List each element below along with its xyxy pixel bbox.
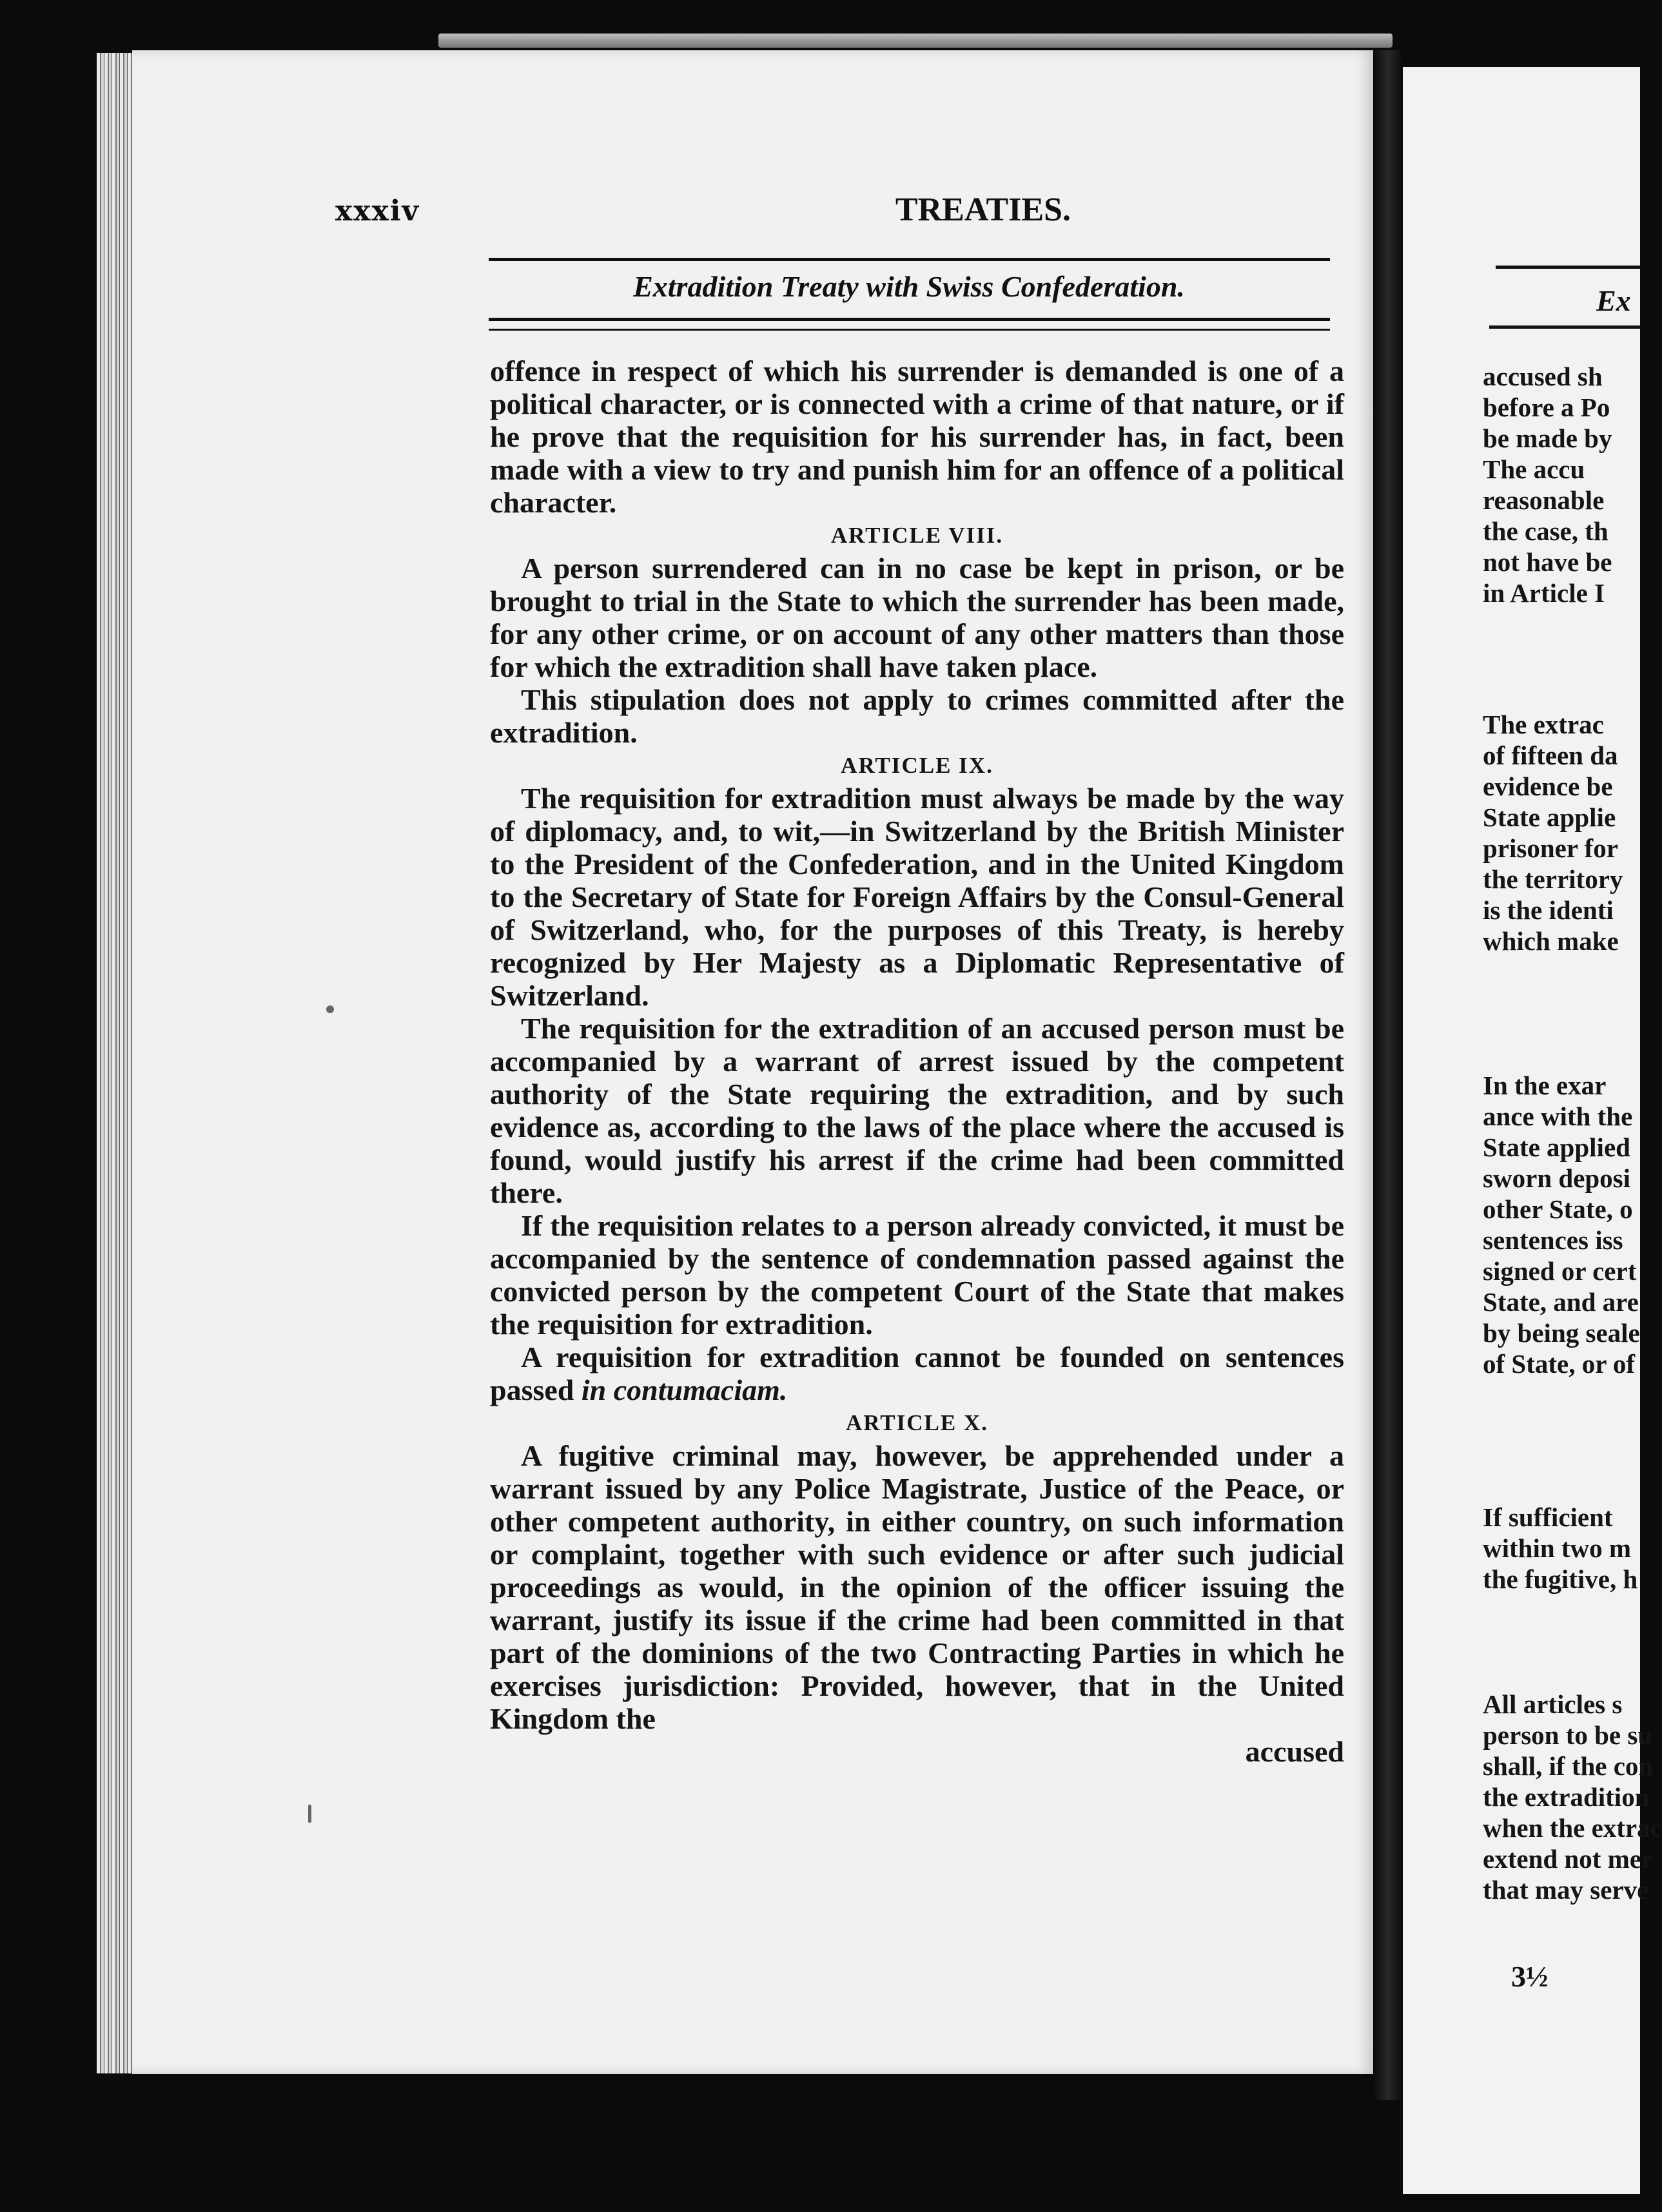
right-page-line: shall, if the con xyxy=(1483,1751,1654,1781)
article-ix-paragraph-4 xyxy=(490,1341,1344,1406)
page-stack-edge xyxy=(97,53,135,2073)
right-page-line: other State, o xyxy=(1483,1194,1633,1224)
right-page-line: be made by xyxy=(1483,423,1612,453)
right-page-line: If sufficient xyxy=(1483,1502,1613,1532)
top-page-edge xyxy=(438,34,1393,48)
right-page-line: sworn deposi xyxy=(1483,1163,1630,1193)
main-text-column xyxy=(490,354,1344,1768)
right-page-line: the fugitive, h xyxy=(1483,1564,1638,1594)
right-page-line: The extrac xyxy=(1483,710,1604,739)
right-page-line: that may serve xyxy=(1483,1875,1649,1905)
right-page-line: the territory xyxy=(1483,864,1623,894)
right-page-line: All articles s xyxy=(1483,1689,1623,1719)
right-header-rule-bottom xyxy=(1489,325,1640,329)
page-number: xxxiv xyxy=(335,195,420,228)
right-page-line: which make xyxy=(1483,926,1619,956)
ink-mark xyxy=(308,1805,311,1823)
article-ix-paragraph-2: The requisition for the extradition of an accused person must be accompanied by a warrant of arrest issued by the competent authority of the State requiring the extradition, and by such evidence as, according to the laws of the place where the accused is found, would justify his arrest if the crime had been committed there. xyxy=(490,1012,1344,1209)
right-page-line: before a Po xyxy=(1483,393,1610,422)
article-viii-paragraph-2: This stipulation does not apply to crimes committed after the extradition. xyxy=(490,683,1344,749)
right-page-line: by being seale xyxy=(1483,1318,1640,1348)
ink-speck xyxy=(326,1005,334,1013)
right-page-line: signed or cert xyxy=(1483,1256,1637,1286)
article-x-heading: ARTICLE X. xyxy=(845,1410,989,1435)
right-text-group-1 xyxy=(1483,361,1612,608)
right-page-line: ance with the xyxy=(1483,1101,1633,1131)
right-page-line: sentences iss xyxy=(1483,1225,1623,1255)
book-gutter xyxy=(1373,50,1403,2100)
article-ix-heading: ARTICLE IX. xyxy=(841,753,993,778)
right-page-line: of fifteen da xyxy=(1483,741,1618,770)
right-header-rule-top xyxy=(1496,266,1640,269)
right-page-line: the case, th xyxy=(1483,516,1608,546)
right-text-group-2 xyxy=(1483,709,1623,956)
article-ix-paragraph-3: If the requisition relates to a person already convicted, it must be accompanied by the sentence of condemnation passed against the convicted person by the competent Court of the State that makes the requisition for extradition. xyxy=(490,1209,1344,1341)
signature-mark: 3½ xyxy=(1511,1960,1549,1993)
right-page-line: within two m xyxy=(1483,1533,1632,1563)
right-page-subtitle-fragment: Ex xyxy=(1596,284,1631,317)
right-text-group-5 xyxy=(1483,1689,1662,1905)
right-page-line: of State, or of xyxy=(1483,1349,1636,1379)
right-page-line: person to be su xyxy=(1483,1720,1653,1750)
right-page-line: The accu xyxy=(1483,454,1585,484)
right-page-line: extend not mer xyxy=(1483,1844,1654,1874)
page-subtitle: Extradition Treaty with Swiss Confederation. xyxy=(633,270,1185,303)
right-page-line: is the identi xyxy=(1483,895,1614,925)
right-page-line: In the exar xyxy=(1483,1071,1607,1100)
right-page-line: State applie xyxy=(1483,802,1616,832)
right-page-line: in Article I xyxy=(1483,578,1605,608)
header-rule-middle xyxy=(489,318,1330,321)
right-page-line: accused sh xyxy=(1483,362,1603,391)
right-page-line: evidence be xyxy=(1483,771,1613,801)
article-ix-paragraph-4-text: A requisition for extradition cannot be founded on sentences passed xyxy=(490,1341,1344,1406)
continued-paragraph: offence in respect of which his surrender is demanded is one of a political character, or is connected with a crime of that nature, or if he prove that the requisition for his surrender has, in fact, been made with a view to try and punish him for an offence of a political character. xyxy=(490,354,1344,519)
right-text-group-4 xyxy=(1483,1502,1638,1595)
running-title: TREATIES. xyxy=(895,191,1071,228)
header-rule-bottom xyxy=(489,329,1330,331)
right-page-line: State, and are xyxy=(1483,1287,1639,1317)
right-text-group-3 xyxy=(1483,1070,1640,1379)
right-page-line: prisoner for xyxy=(1483,833,1618,863)
right-page-line: when the extrac xyxy=(1483,1813,1662,1843)
article-ix-paragraph-1: The requisition for extradition must always be made by the way of diplomacy, and, to wit,—in Switzerland by the British Minister to the President of the Confederation, and in the United Kingdom to the Secretary of State for Foreign Affairs by the Consul-General of Switzerland, who, for the purposes of this Treaty, is hereby recognized by Her Majesty as a Diplomatic Representative of Switzerland. xyxy=(490,782,1344,1012)
right-page-line: reasonable xyxy=(1483,485,1605,515)
article-viii-heading: ARTICLE VIII. xyxy=(830,523,1004,548)
running-head xyxy=(335,191,1341,236)
article-x-paragraph-1: A fugitive criminal may, however, be apprehended under a warrant issued by any Police Magistrate, Justice of the Peace, or other competent authority, in either country, on such information or complaint, together with such evidence or after such judicial proceedings as would, in the opinion of the officer issuing the warrant, justify its issue if the crime had been committed in that part of the dominions of the two Contracting Parties in which he exercises jurisdiction: Provided, however, that in the United Kingdom the xyxy=(490,1439,1344,1735)
right-page-line: the extradition xyxy=(1483,1782,1650,1812)
header-rule-top xyxy=(489,258,1330,261)
catchword: accused xyxy=(1245,1735,1344,1768)
article-viii-paragraph-1: A person surrendered can in no case be kept in prison, or be brought to trial in the State to which the surrender has been made, for any other crime, or on account of any other matters than those for which the extradition shall have taken place. xyxy=(490,552,1344,683)
right-page-line: State applied xyxy=(1483,1132,1630,1162)
right-page-line: not have be xyxy=(1483,547,1612,577)
latin-phrase: in contumaciam. xyxy=(581,1373,788,1406)
